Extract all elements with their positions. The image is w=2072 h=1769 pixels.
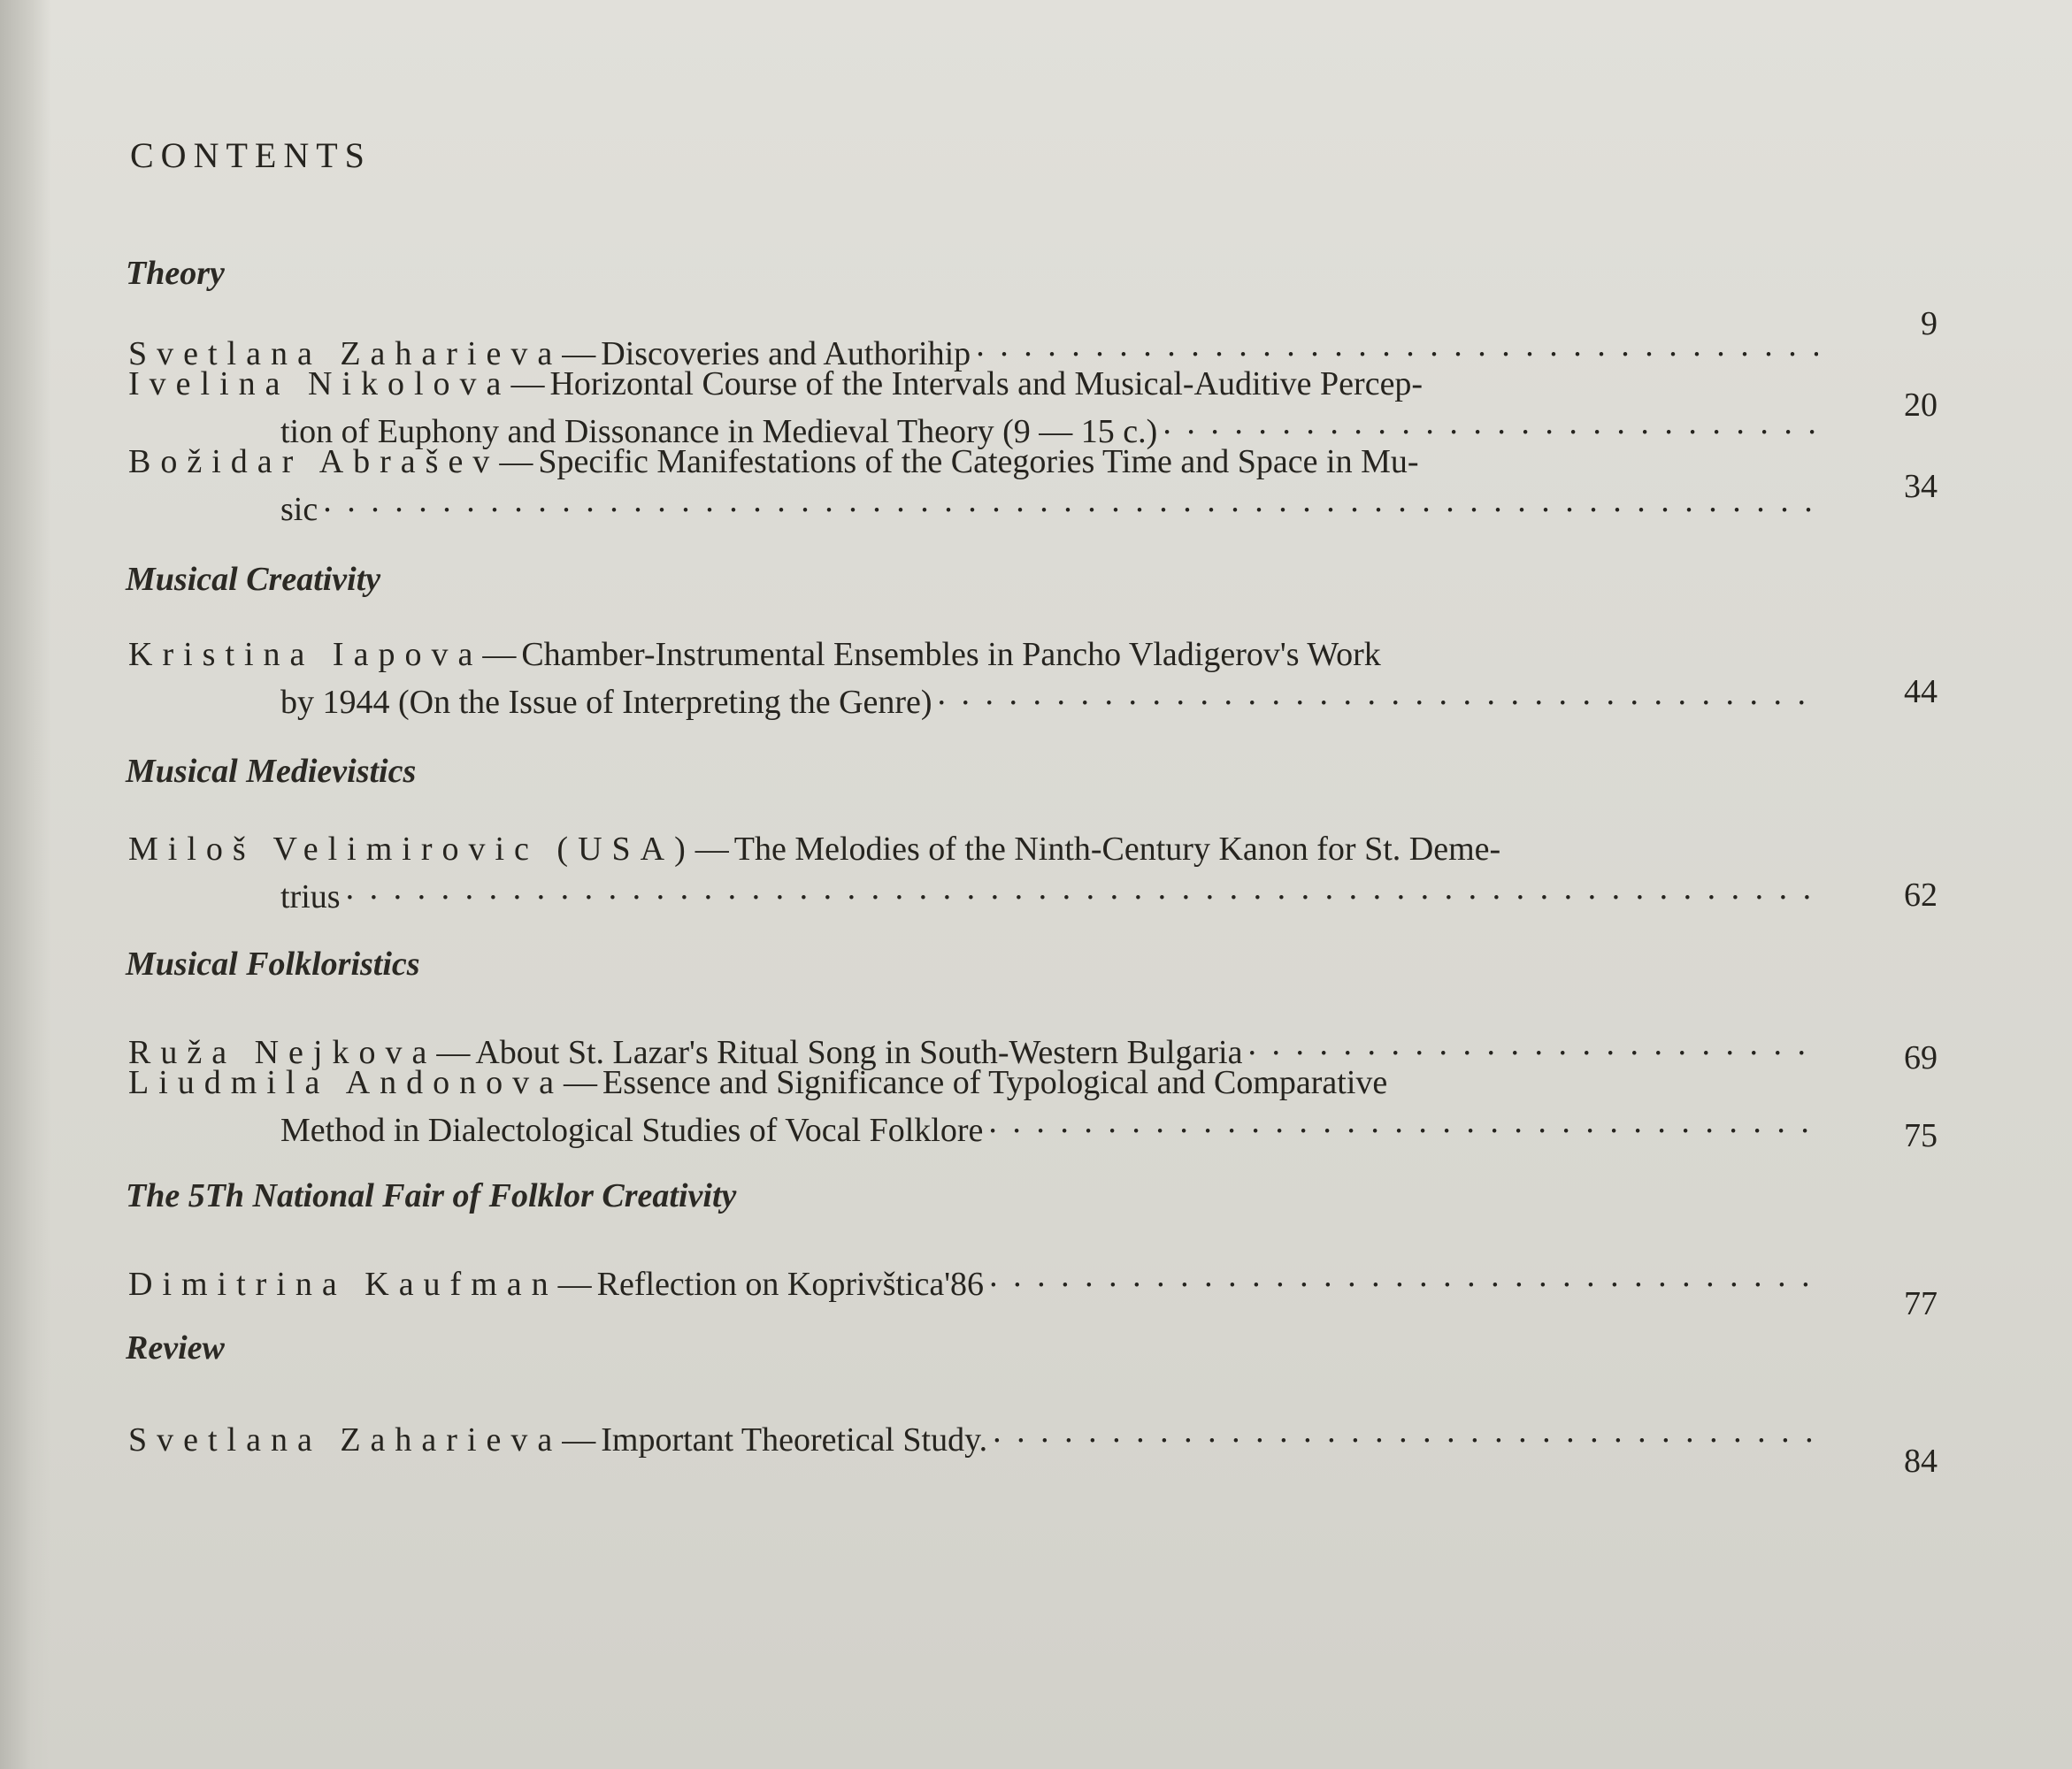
entry-author: Ruža Nejkova <box>128 1034 437 1071</box>
toc-entry <box>128 830 1995 916</box>
entry-dash: — <box>562 335 596 372</box>
entry-page-number: 44 <box>1904 673 1938 710</box>
entry-title-continued: Method in Dialectological Studies of Vocal Folklore <box>280 1112 984 1149</box>
entry-page-number: 34 <box>1904 468 1938 505</box>
section-title-musical-folkloristics: Musical Folkloristics <box>126 946 420 983</box>
contents-heading: CONTENTS <box>130 135 372 175</box>
section-title-national-fair: The 5Th National Fair of Folklor Creativity <box>126 1177 737 1214</box>
dot-leader <box>938 674 1818 713</box>
section-title-musical-creativity: Musical Creativity <box>126 561 381 598</box>
entry-title: Chamber-Instrumental Ensembles in Pancho Vladigerov's Work <box>521 636 1381 673</box>
entry-author: Kristina Iapova <box>128 636 483 673</box>
toc-entry <box>128 635 1995 722</box>
entry-dash: — <box>562 1421 596 1459</box>
entry-author: Svetlana Zaharieva <box>128 1421 563 1459</box>
entry-page-number: 75 <box>1904 1117 1938 1154</box>
entry-title-continued: by 1944 (On the Issue of Interpreting the Genre) <box>280 684 932 721</box>
dot-leader <box>993 1412 1818 1451</box>
entry-page-number: 9 <box>1921 305 1938 342</box>
page-edge-shadow <box>0 0 51 1769</box>
entry-author: Miloš Velimirovic (USA) <box>128 831 695 868</box>
entry-title: The Melodies of the Ninth-Century Kanon for St. Deme- <box>733 831 1501 868</box>
dot-leader <box>323 481 1818 520</box>
toc-entry <box>128 442 1995 529</box>
entry-title: Horizontal Course of the Intervals and Musical-Auditive Percep- <box>549 365 1424 402</box>
entry-page-number: 20 <box>1904 387 1938 424</box>
entry-title-continued: trius <box>280 878 341 915</box>
entry-title-continued: tion of Euphony and Dissonance in Medieval Theory (9 — 15 c.) <box>280 413 1158 450</box>
entry-author: Liudmila Andonova <box>128 1064 564 1101</box>
toc-entry <box>128 364 1995 451</box>
entry-title: Discoveries and Authorihip <box>601 335 971 372</box>
entry-author: Dimitrina Kaufman <box>128 1266 558 1303</box>
entry-dash: — <box>564 1064 598 1101</box>
entry-page-number: 77 <box>1904 1285 1938 1322</box>
toc-entry <box>128 1256 1995 1304</box>
section-title-musical-medievistics: Musical Medievistics <box>126 753 417 790</box>
entry-page-number: 84 <box>1904 1443 1938 1480</box>
toc-entry <box>128 1412 1995 1459</box>
entry-dash: — <box>695 831 729 868</box>
entry-dash: — <box>499 443 533 480</box>
dot-leader <box>989 1256 1818 1295</box>
entry-dash: — <box>436 1034 471 1071</box>
entry-dash: — <box>510 365 545 402</box>
dot-leader <box>1247 1024 1818 1063</box>
entry-title: Specific Manifestations of the Categories Time and Space in Mu- <box>538 443 1419 480</box>
entry-author: Božidar Abrašev <box>128 443 500 480</box>
entry-title: Reflection on Koprivštica'86 <box>596 1266 985 1303</box>
entry-author: Svetlana Zaharieva <box>128 335 563 372</box>
dot-leader <box>346 869 1818 907</box>
entry-title-continued: sic <box>280 491 318 528</box>
entry-dash: — <box>482 636 517 673</box>
entry-dash: — <box>557 1266 592 1303</box>
dot-leader <box>1163 403 1818 442</box>
dot-leader <box>976 325 1818 364</box>
toc-entry <box>128 1063 1995 1150</box>
entry-title: Essence and Significance of Typological and Comparative <box>602 1064 1388 1101</box>
section-title-theory: Theory <box>126 255 225 292</box>
entry-title: About St. Lazar's Ritual Song in South-Western Bulgaria <box>475 1034 1243 1071</box>
entry-author: Ivelina Nikolova <box>128 365 511 402</box>
entry-page-number: 62 <box>1904 877 1938 914</box>
section-title-review: Review <box>126 1329 225 1367</box>
entry-title: Important Theoretical Study. <box>601 1421 988 1459</box>
dot-leader <box>988 1102 1818 1141</box>
entry-page-number: 69 <box>1904 1039 1938 1076</box>
